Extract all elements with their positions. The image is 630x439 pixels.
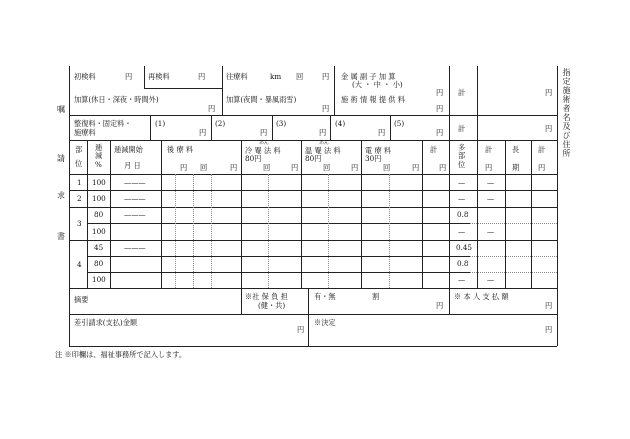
- side-label-1: 嘱: [57, 105, 65, 114]
- times-unit: 回: [263, 163, 271, 172]
- yen-unit: 円: [199, 128, 207, 137]
- multi-part-rate: 0.8: [457, 210, 469, 219]
- reduction-start-blank: ———: [124, 178, 146, 187]
- reduction-start-blank: ———: [124, 194, 146, 203]
- practitioner-address-label: 指定施術者名及び住所: [562, 68, 571, 158]
- electrotherapy-fee-header: 電 療 料: [365, 146, 392, 155]
- yen-unit: 円: [538, 163, 546, 172]
- multi-part-rate: 0.8: [457, 259, 469, 268]
- item-2-label: (2): [215, 119, 226, 128]
- side-label-2: 請: [57, 154, 65, 163]
- house-call-fee-label: 往療料: [226, 72, 248, 81]
- times-unit: 回: [383, 163, 391, 172]
- frame-bottom: [69, 346, 557, 347]
- initial-exam-fee-label: 初検料: [74, 72, 96, 81]
- reduction-rate: 100: [92, 194, 106, 203]
- item-1-label: (1): [155, 119, 166, 128]
- multi-part-rate: —: [458, 194, 466, 203]
- reduction-start-blank: ———: [124, 210, 146, 219]
- insurance-type-label: (健・共): [258, 301, 286, 310]
- net-claim-label: 差引請求(支払)金額: [74, 318, 138, 327]
- footnote: 注 ※印欄は、福祉事務所で記入します。: [55, 350, 187, 359]
- long-term-header: 長: [512, 145, 520, 154]
- subtotal-blank: —: [487, 194, 495, 203]
- yen-unit: 円: [436, 104, 444, 113]
- multi-part-header: 多: [458, 143, 466, 152]
- yen-unit: 円: [545, 88, 553, 97]
- part-number: 2: [77, 194, 82, 203]
- side-label-3: 求: [57, 191, 65, 200]
- yen-unit: 円: [485, 163, 493, 172]
- subtotal-label: 計: [458, 124, 466, 133]
- warm-compress-ruby: あん: [319, 140, 330, 146]
- yen-unit: 円: [412, 163, 420, 172]
- total-header: 計: [538, 145, 546, 154]
- cold-compress-price: 80円: [245, 154, 262, 163]
- yen-unit: 円: [208, 104, 216, 113]
- reduction-start-blank: ———: [124, 243, 146, 252]
- info-provision-fee-label: 施 術 情 報 提 供 料: [341, 95, 406, 104]
- metal-splint-label: 金 属 副 子 加 算: [341, 72, 396, 81]
- part-number: 3: [77, 219, 82, 228]
- item-4-label: (4): [335, 119, 346, 128]
- item-5-label: (5): [394, 119, 405, 128]
- holiday-addition-label: 加算(休日・深夜・時間外): [74, 95, 159, 104]
- part-number: 1: [77, 178, 82, 187]
- item-3-label: (3): [276, 119, 287, 128]
- reduction-rate: 80: [94, 210, 104, 219]
- reduction-rate: 100: [92, 178, 106, 187]
- electrotherapy-price: 30円: [365, 154, 382, 163]
- percent-label: 割: [372, 292, 380, 301]
- yen-unit: 円: [545, 325, 553, 334]
- yen-unit: 円: [322, 104, 330, 113]
- cold-compress-ruby: あん: [259, 140, 270, 146]
- part-number: 4: [77, 260, 82, 269]
- yen-unit: 円: [125, 72, 133, 81]
- yen-unit: 円: [436, 301, 444, 310]
- patient-payment-label: ※ 本 人 支 払 額: [454, 292, 509, 301]
- decision-label: ※決定: [314, 318, 336, 327]
- frame-right: [557, 66, 558, 346]
- multi-part-rate: —: [458, 275, 466, 284]
- yen-unit: 円: [319, 128, 327, 137]
- yen-unit: 円: [545, 124, 553, 133]
- metal-splint-size: (大 ・ 中 ・ 小): [352, 80, 403, 89]
- reduction-header: 減: [95, 151, 103, 160]
- yen-unit: 円: [297, 325, 305, 334]
- long-term-header: 期: [512, 163, 520, 172]
- reduction-rate: 80: [94, 259, 104, 268]
- yen-unit: 円: [439, 163, 447, 172]
- yen-unit: 円: [230, 163, 238, 172]
- reduction-rate: 45: [94, 243, 104, 252]
- multi-part-header: 位: [458, 160, 466, 169]
- reduction-header: %: [95, 160, 102, 169]
- warm-compress-fee-header: 温 罨 法 料: [305, 146, 341, 155]
- yen-unit: 円: [198, 72, 206, 81]
- part-header: 部: [75, 145, 83, 154]
- reduction-rate: 100: [92, 275, 106, 284]
- re-exam-fee-label: 再検料: [148, 72, 170, 81]
- reduction-start-header: 逓減開始: [114, 145, 143, 154]
- yes-no-label: 有・無: [314, 292, 336, 301]
- multi-part-rate: —: [458, 227, 466, 236]
- yen-unit: 円: [545, 301, 553, 310]
- yen-unit: 円: [291, 163, 299, 172]
- treatment-fee-label-2: 施療料: [74, 128, 96, 137]
- yen-unit: 円: [436, 88, 444, 97]
- subtotal-blank: —: [487, 178, 495, 187]
- yen-unit: 円: [260, 128, 268, 137]
- yen-unit: 円: [436, 128, 444, 137]
- treatment-fee-label: 整復料・固定料・: [74, 119, 132, 128]
- times-unit: 回: [323, 163, 331, 172]
- side-label-4: 書: [57, 232, 65, 241]
- reduction-header: 逓: [95, 143, 103, 152]
- night-addition-label: 加算(夜間・暴風雨雪): [226, 95, 297, 104]
- multi-part-rate: 0.45: [456, 243, 473, 252]
- times-unit: 回: [296, 72, 304, 81]
- multi-part-header: 部: [458, 151, 466, 160]
- total-header: 計: [430, 145, 438, 154]
- subtotal-label: 計: [458, 88, 466, 97]
- km-unit: km: [270, 72, 282, 81]
- yen-unit: 円: [351, 163, 359, 172]
- aftercare-fee-header: 後 療 料: [167, 145, 194, 154]
- warm-compress-price: 80円: [305, 154, 322, 163]
- insurance-share-label: ※社 保 負 担: [245, 292, 288, 301]
- reduction-date-header: 月 日: [124, 161, 141, 170]
- remarks-label: 摘要: [74, 295, 89, 304]
- cold-compress-fee-header: 冷 罨 法 料: [245, 146, 281, 155]
- part-header: 位: [75, 159, 83, 168]
- yen-unit: 円: [322, 72, 330, 81]
- yen-unit: 円: [378, 128, 386, 137]
- reduction-rate: 100: [92, 227, 106, 236]
- subtotal-blank: —: [487, 227, 495, 236]
- total-header: 計: [485, 145, 493, 154]
- frame-left: [69, 66, 70, 346]
- yen-unit: 円: [180, 163, 188, 172]
- times-unit: 回: [200, 163, 208, 172]
- subtotal-blank: —: [487, 275, 495, 284]
- multi-part-rate: —: [458, 178, 466, 187]
